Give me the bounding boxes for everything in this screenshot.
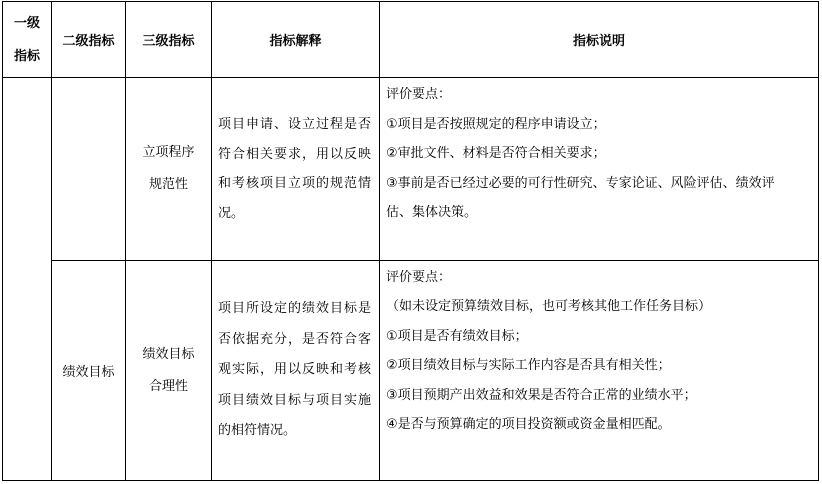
- description-cell: [380, 261, 819, 481]
- description-line: 评价要点：: [386, 270, 452, 285]
- description-line: 评价要点：: [386, 87, 452, 102]
- explanation-cell: 项目所设定的绩效目标是否依据充分，是否符合客观实际，用以反映和考核项目绩效目标与项目实施的相符情况。: [212, 261, 380, 481]
- description-line: ④是否与预算确定的项目投资额或资金量相匹配。: [386, 417, 671, 433]
- level3-line: 绩效目标: [142, 346, 195, 362]
- description-line: ③项目预期产出效益和效果是否符合正常的业绩水平；: [386, 387, 697, 403]
- description-line: （如未设定预算绩效目标，也可考核其他工作任务目标）: [386, 299, 712, 315]
- header-level3: 三级指标: [126, 2, 212, 78]
- header-level1: [3, 2, 52, 78]
- level2-cell-empty: [52, 78, 126, 261]
- description-cell: [380, 78, 819, 261]
- description-line: ②审批文件、材料是否符合相关要求；: [386, 146, 606, 161]
- level3-line: 规范性: [148, 177, 188, 192]
- header-explanation: 指标解释: [212, 2, 380, 78]
- level3-line: 立项程序: [142, 145, 195, 160]
- table-row: [3, 261, 819, 481]
- level3-cell: [126, 261, 212, 481]
- description-line: ②项目绩效目标与实际工作内容是否具有相关性；: [386, 358, 671, 374]
- level1-cell: [3, 78, 52, 481]
- header-description: 指标说明: [380, 2, 819, 78]
- description-line: ③事前是否已经过必要的可行性研究、专家论证、风险评估、绩效评: [386, 175, 775, 191]
- explanation-cell: 项目申请、设立过程是否符合相关要求，用以反映和考核项目立项的规范情况。: [212, 78, 380, 261]
- level2-cell: 绩效目标: [52, 261, 126, 481]
- header-level2: 二级指标: [52, 2, 126, 78]
- indicator-table: [2, 1, 819, 481]
- header-level1-line1: 一级: [13, 15, 40, 31]
- level3-cell: [126, 78, 212, 261]
- header-level1-line2: 指标: [13, 48, 40, 64]
- level3-line: 合理性: [148, 378, 188, 394]
- header-row: [3, 2, 819, 78]
- table-row: [3, 78, 819, 261]
- description-line: ①项目是否按照规定的程序申请设立；: [386, 116, 606, 132]
- description-line: 估、集体决策。: [386, 205, 478, 220]
- description-line: ①项目是否有绩效目标；: [386, 328, 528, 344]
